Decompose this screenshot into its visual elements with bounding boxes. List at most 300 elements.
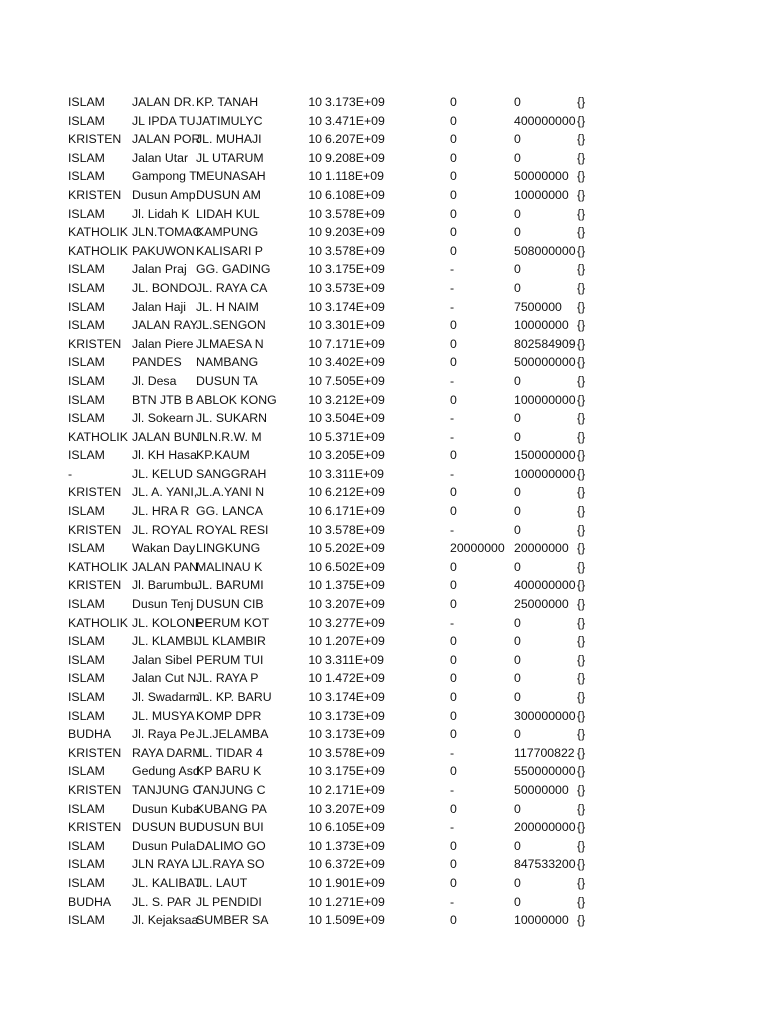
- religion-cell: KRISTEN: [68, 578, 122, 593]
- street-cell: DUSUN CIB: [196, 597, 264, 612]
- table-row: [0, 260, 768, 279]
- code-cell: 10: [308, 448, 322, 463]
- json-cell: {}: [577, 429, 586, 444]
- json-cell: {}: [577, 448, 586, 463]
- value-2-cell: 0: [514, 615, 521, 630]
- code-cell: 10: [308, 857, 322, 872]
- street-cell: KAMPUNG: [196, 225, 259, 240]
- json-cell: {}: [577, 373, 586, 388]
- id-number-cell: 9.203E+09: [325, 225, 385, 240]
- street-cell: LINGKUNG: [196, 541, 261, 556]
- table-row: [0, 223, 768, 242]
- code-cell: 10: [308, 690, 322, 704]
- address-cell: Jl. Kejaksaa: [132, 913, 199, 928]
- address-cell: JL. A. YANI,: [132, 485, 198, 500]
- address-cell: Jl. Sokearn: [132, 411, 194, 426]
- value-1-cell: -: [450, 522, 455, 537]
- value-1-cell: 0: [450, 318, 457, 333]
- json-cell: {}: [577, 875, 586, 890]
- religion-cell: ISLAM: [68, 113, 105, 128]
- table-row: [0, 539, 768, 558]
- value-1-cell: 0: [450, 727, 457, 742]
- code-cell: 10: [308, 262, 322, 277]
- code-cell: 10: [308, 243, 322, 258]
- address-cell: JL IPDA TU: [132, 113, 196, 128]
- street-cell: JL. TIDAR 4: [196, 745, 263, 760]
- id-number-cell: 3.578E+09: [325, 243, 385, 258]
- address-cell: Dusun Tenj: [132, 597, 194, 612]
- religion-cell: ISLAM: [68, 875, 105, 890]
- value-2-cell: 117700822: [514, 745, 575, 760]
- street-cell: JLN.R.W. M: [196, 429, 262, 444]
- table-row: [0, 651, 768, 670]
- id-number-cell: 3.173E+09: [325, 727, 385, 742]
- address-cell: Gedung Asd: [132, 764, 200, 779]
- street-cell: JL. MUHAJI: [196, 132, 262, 147]
- religion-cell: KATHOLIK: [68, 429, 128, 444]
- value-1-cell: -: [450, 745, 455, 760]
- id-number-cell: 3.311E+09: [325, 652, 384, 667]
- religion-cell: KRISTEN: [68, 187, 122, 202]
- value-1-cell: 0: [450, 838, 457, 853]
- table-row: [0, 298, 768, 317]
- id-number-cell: 3.504E+09: [325, 411, 385, 426]
- spreadsheet-table: [0, 93, 768, 930]
- address-cell: JL. KELUD: [132, 466, 193, 481]
- value-1-cell: -: [450, 299, 455, 314]
- street-cell: JL. H NAIM: [196, 299, 259, 314]
- value-1-cell: 0: [450, 875, 457, 890]
- json-cell: {}: [577, 411, 586, 426]
- religion-cell: ISLAM: [68, 355, 105, 370]
- id-number-cell: 6.105E+09: [325, 820, 385, 835]
- value-2-cell: 0: [514, 225, 521, 240]
- json-cell: {}: [577, 392, 586, 407]
- value-1-cell: -: [450, 373, 455, 388]
- code-cell: 10: [308, 875, 322, 890]
- table-row: [0, 893, 768, 912]
- json-cell: {}: [577, 206, 586, 221]
- value-2-cell: 550000000: [514, 764, 576, 779]
- id-number-cell: 6.108E+09: [325, 187, 385, 202]
- id-number-cell: 2.171E+09: [325, 782, 385, 797]
- id-number-cell: 3.174E+09: [325, 690, 385, 704]
- value-1-cell: 0: [450, 652, 457, 667]
- street-cell: KP.KAUM: [196, 448, 250, 463]
- value-2-cell: 150000000: [514, 448, 576, 463]
- table-row: [0, 353, 768, 372]
- id-number-cell: 3.205E+09: [325, 448, 385, 463]
- street-cell: GG. LANCA: [196, 504, 263, 519]
- json-cell: {}: [577, 169, 586, 184]
- address-cell: JL. BONDO: [132, 280, 197, 295]
- json-cell: {}: [577, 522, 586, 537]
- value-2-cell: 0: [514, 727, 521, 742]
- json-cell: {}: [577, 727, 586, 742]
- address-cell: JL. MUSYA: [132, 708, 195, 723]
- value-1-cell: 0: [450, 597, 457, 612]
- religion-cell: ISLAM: [68, 652, 105, 667]
- address-cell: Jalan Sibel: [132, 652, 193, 667]
- json-cell: {}: [577, 280, 586, 295]
- address-cell: Wakan Day: [132, 541, 196, 556]
- value-2-cell: 0: [514, 838, 521, 853]
- table-row: [0, 521, 768, 540]
- value-1-cell: -: [450, 280, 455, 295]
- id-number-cell: 1.271E+09: [325, 894, 385, 909]
- street-cell: DUSUN TA: [196, 373, 258, 388]
- id-number-cell: 1.373E+09: [325, 838, 385, 853]
- street-cell: JL UTARUM: [196, 150, 264, 165]
- table-row: [0, 707, 768, 726]
- religion-cell: BUDHA: [68, 894, 112, 909]
- value-2-cell: 0: [514, 894, 521, 909]
- table-row: [0, 446, 768, 465]
- json-cell: {}: [577, 113, 586, 128]
- value-2-cell: 0: [514, 875, 521, 890]
- value-1-cell: -: [450, 894, 455, 909]
- value-2-cell: 0: [514, 522, 521, 537]
- value-2-cell: 0: [514, 132, 521, 147]
- code-cell: 10: [308, 615, 322, 630]
- code-cell: 10: [308, 95, 322, 109]
- table-row: [0, 576, 768, 595]
- table-row: [0, 149, 768, 168]
- id-number-cell: 3.471E+09: [325, 113, 385, 128]
- id-number-cell: 3.311E+09: [325, 466, 384, 481]
- street-cell: KALISARI P: [196, 243, 263, 258]
- id-number-cell: 3.402E+09: [325, 355, 385, 370]
- religion-cell: ISLAM: [68, 838, 105, 853]
- value-2-cell: 0: [514, 634, 521, 649]
- value-2-cell: 20000000: [514, 541, 569, 556]
- address-cell: Jalan Praj: [132, 262, 187, 277]
- table-row: [0, 688, 768, 707]
- value-2-cell: 0: [514, 671, 521, 686]
- value-2-cell: 0: [514, 95, 521, 109]
- value-1-cell: -: [450, 615, 455, 630]
- value-2-cell: 0: [514, 485, 521, 500]
- value-2-cell: 25000000: [514, 597, 569, 612]
- value-1-cell: -: [450, 411, 455, 426]
- street-cell: SANGGRAH: [196, 466, 267, 481]
- address-cell: Jl. KH Hasa: [132, 448, 197, 463]
- religion-cell: ISLAM: [68, 708, 105, 723]
- religion-cell: KRISTEN: [68, 336, 122, 351]
- street-cell: SUMBER SA: [196, 913, 269, 928]
- table-row: [0, 205, 768, 224]
- address-cell: JL. KLAMBI: [132, 634, 197, 649]
- json-cell: {}: [577, 782, 586, 797]
- religion-cell: ISLAM: [68, 373, 105, 388]
- code-cell: 10: [308, 355, 322, 370]
- table-row: [0, 242, 768, 261]
- json-cell: {}: [577, 838, 586, 853]
- code-cell: 10: [308, 429, 322, 444]
- street-cell: JL. RAYA CA: [196, 280, 268, 295]
- code-cell: 10: [308, 132, 322, 147]
- street-cell: JL KLAMBIR: [196, 634, 266, 649]
- address-cell: Dusun Amp: [132, 187, 196, 202]
- code-cell: 10: [308, 411, 322, 426]
- religion-cell: ISLAM: [68, 634, 105, 649]
- street-cell: MEUNASAH: [196, 169, 266, 184]
- street-cell: PERUM TUI: [196, 652, 264, 667]
- street-cell: KP. TANAH: [196, 95, 259, 109]
- code-cell: 10: [308, 764, 322, 779]
- code-cell: 10: [308, 466, 322, 481]
- street-cell: LIDAH KUL: [196, 206, 260, 221]
- street-cell: JATIMULYC: [196, 113, 263, 128]
- value-1-cell: -: [450, 262, 455, 277]
- id-number-cell: 3.578E+09: [325, 206, 385, 221]
- id-number-cell: 6.372E+09: [325, 857, 385, 872]
- json-cell: {}: [577, 597, 586, 612]
- value-2-cell: 0: [514, 262, 521, 277]
- id-number-cell: 3.212E+09: [325, 392, 385, 407]
- code-cell: 10: [308, 820, 322, 835]
- religion-cell: KRISTEN: [68, 132, 122, 147]
- id-number-cell: 6.212E+09: [325, 485, 385, 500]
- table-row: [0, 669, 768, 688]
- religion-cell: KRISTEN: [68, 522, 122, 537]
- value-1-cell: 0: [450, 690, 457, 704]
- json-cell: {}: [577, 299, 586, 314]
- street-cell: JL. LAUT: [196, 875, 248, 890]
- value-1-cell: 0: [450, 504, 457, 519]
- id-number-cell: 5.202E+09: [325, 541, 385, 556]
- json-cell: {}: [577, 745, 586, 760]
- value-2-cell: 300000000: [514, 708, 576, 723]
- code-cell: 10: [308, 597, 322, 612]
- json-cell: {}: [577, 150, 586, 165]
- id-number-cell: 1.472E+09: [325, 671, 385, 686]
- json-cell: {}: [577, 559, 586, 574]
- address-cell: Gampong T: [132, 169, 197, 184]
- id-number-cell: 3.173E+09: [325, 95, 385, 109]
- id-number-cell: 3.207E+09: [325, 801, 385, 816]
- id-number-cell: 3.174E+09: [325, 299, 385, 314]
- religion-cell: ISLAM: [68, 169, 105, 184]
- religion-cell: ISLAM: [68, 448, 105, 463]
- id-number-cell: 6.207E+09: [325, 132, 385, 147]
- code-cell: 10: [308, 634, 322, 649]
- code-cell: 10: [308, 782, 322, 797]
- table-row: [0, 93, 768, 112]
- id-number-cell: 3.578E+09: [325, 745, 385, 760]
- table-row: [0, 186, 768, 205]
- table-row: [0, 614, 768, 633]
- table-row: [0, 465, 768, 484]
- json-cell: {}: [577, 801, 586, 816]
- value-2-cell: 7500000: [514, 299, 562, 314]
- religion-cell: ISLAM: [68, 801, 105, 816]
- value-2-cell: 0: [514, 411, 521, 426]
- json-cell: {}: [577, 820, 586, 835]
- value-2-cell: 200000000: [514, 820, 576, 835]
- address-cell: BTN JTB B: [132, 392, 194, 407]
- json-cell: {}: [577, 466, 586, 481]
- id-number-cell: 3.173E+09: [325, 708, 385, 723]
- address-cell: Jl. Lidah K: [132, 206, 190, 221]
- address-cell: JLN RAYA L: [132, 857, 199, 872]
- json-cell: {}: [577, 578, 586, 593]
- street-cell: TANJUNG C: [196, 782, 266, 797]
- code-cell: 10: [308, 522, 322, 537]
- json-cell: {}: [577, 634, 586, 649]
- table-row: [0, 409, 768, 428]
- value-2-cell: 0: [514, 504, 521, 519]
- value-2-cell: 100000000: [514, 392, 576, 407]
- street-cell: KUBANG PA: [196, 801, 267, 816]
- religion-cell: ISLAM: [68, 206, 105, 221]
- value-2-cell: 0: [514, 280, 521, 295]
- value-2-cell: 847533200: [514, 857, 576, 872]
- id-number-cell: 3.301E+09: [325, 318, 385, 333]
- address-cell: Jalan Utar: [132, 150, 189, 165]
- value-1-cell: -: [450, 820, 455, 835]
- table-row: [0, 762, 768, 781]
- address-cell: JL. KALIBAT: [132, 875, 202, 890]
- religion-cell: ISLAM: [68, 318, 105, 333]
- id-number-cell: 3.207E+09: [325, 597, 385, 612]
- id-number-cell: 7.505E+09: [325, 373, 385, 388]
- table-row: [0, 167, 768, 186]
- id-number-cell: 6.171E+09: [325, 504, 385, 519]
- religion-cell: ISLAM: [68, 857, 105, 872]
- value-1-cell: 0: [450, 113, 457, 128]
- table-row: [0, 316, 768, 335]
- religion-cell: BUDHA: [68, 727, 112, 742]
- religion-cell: ISLAM: [68, 504, 105, 519]
- value-1-cell: 0: [450, 243, 457, 258]
- code-cell: 10: [308, 206, 322, 221]
- religion-cell: ISLAM: [68, 262, 105, 277]
- json-cell: {}: [577, 764, 586, 779]
- id-number-cell: 1.509E+09: [325, 913, 385, 928]
- value-1-cell: 0: [450, 708, 457, 723]
- religion-cell: KATHOLIK: [68, 615, 128, 630]
- street-cell: JL.RAYA SO: [196, 857, 265, 872]
- code-cell: 10: [308, 652, 322, 667]
- code-cell: 10: [308, 745, 322, 760]
- address-cell: JALAN PAN: [132, 559, 199, 574]
- id-number-cell: 7.171E+09: [325, 336, 385, 351]
- json-cell: {}: [577, 615, 586, 630]
- table-row: [0, 911, 768, 930]
- religion-cell: ISLAM: [68, 280, 105, 295]
- religion-cell: ISLAM: [68, 541, 105, 556]
- table-row: [0, 595, 768, 614]
- address-cell: Jalan Piere: [132, 336, 194, 351]
- religion-cell: ISLAM: [68, 764, 105, 779]
- street-cell: DUSUN BUI: [196, 820, 264, 835]
- street-cell: PERUM KOT: [196, 615, 270, 630]
- value-1-cell: 0: [450, 578, 457, 593]
- religion-cell: ISLAM: [68, 913, 105, 928]
- json-cell: {}: [577, 318, 586, 333]
- json-cell: {}: [577, 857, 586, 872]
- id-number-cell: 5.371E+09: [325, 429, 385, 444]
- address-cell: JALAN POR: [132, 132, 201, 147]
- value-1-cell: 0: [450, 448, 457, 463]
- table-row: [0, 855, 768, 874]
- id-number-cell: 6.502E+09: [325, 559, 385, 574]
- json-cell: {}: [577, 894, 586, 909]
- value-1-cell: 0: [450, 355, 457, 370]
- code-cell: 10: [308, 280, 322, 295]
- id-number-cell: 1.901E+09: [325, 875, 385, 890]
- value-1-cell: 0: [450, 336, 457, 351]
- religion-cell: ISLAM: [68, 299, 105, 314]
- value-2-cell: 10000000: [514, 318, 569, 333]
- value-1-cell: -: [450, 429, 455, 444]
- table-row: [0, 502, 768, 521]
- value-1-cell: 20000000: [450, 541, 505, 556]
- code-cell: 10: [308, 299, 322, 314]
- value-2-cell: 802584909: [514, 336, 576, 351]
- table-row: [0, 391, 768, 410]
- value-1-cell: 0: [450, 132, 457, 147]
- id-number-cell: 3.175E+09: [325, 764, 385, 779]
- value-2-cell: 0: [514, 801, 521, 816]
- religion-cell: ISLAM: [68, 411, 105, 426]
- value-1-cell: 0: [450, 485, 457, 500]
- street-cell: ABLOK KONG: [196, 392, 277, 407]
- street-cell: JL PENDIDI: [196, 894, 262, 909]
- religion-cell: KATHOLIK: [68, 243, 128, 258]
- value-1-cell: 0: [450, 634, 457, 649]
- table-row: [0, 130, 768, 149]
- address-cell: Jl. Swadarm: [132, 690, 200, 704]
- code-cell: 10: [308, 913, 322, 928]
- json-cell: {}: [577, 504, 586, 519]
- code-cell: 10: [308, 113, 322, 128]
- table-row: [0, 112, 768, 131]
- address-cell: Jl. Barumbu: [132, 578, 198, 593]
- religion-cell: KRISTEN: [68, 745, 122, 760]
- street-cell: NAMBANG: [196, 355, 259, 370]
- table-row: [0, 725, 768, 744]
- table-row: [0, 837, 768, 856]
- value-2-cell: 400000000: [514, 578, 576, 593]
- id-number-cell: 1.118E+09: [325, 169, 384, 184]
- json-cell: {}: [577, 132, 586, 147]
- address-cell: Jalan Haji: [132, 299, 186, 314]
- street-cell: ROYAL RESI: [196, 522, 269, 537]
- json-cell: {}: [577, 671, 586, 686]
- address-cell: JL. KOLONE: [132, 615, 204, 630]
- religion-cell: KRISTEN: [68, 485, 122, 500]
- street-cell: JL.SENGON: [196, 318, 266, 333]
- value-2-cell: 0: [514, 559, 521, 574]
- value-1-cell: 0: [450, 801, 457, 816]
- value-2-cell: 10000000: [514, 913, 569, 928]
- json-cell: {}: [577, 336, 586, 351]
- code-cell: 10: [308, 318, 322, 333]
- json-cell: {}: [577, 187, 586, 202]
- address-cell: JALAN BUN: [132, 429, 200, 444]
- street-cell: JL.A.YANI N: [196, 485, 265, 500]
- street-cell: GG. GADING: [196, 262, 271, 277]
- address-cell: Jl. Desa: [132, 373, 177, 388]
- street-cell: JL. KP. BARU: [196, 690, 272, 704]
- address-cell: Dusun Kuba: [132, 801, 200, 816]
- code-cell: 10: [308, 187, 322, 202]
- code-cell: 10: [308, 838, 322, 853]
- table-row: [0, 632, 768, 651]
- code-cell: 10: [308, 485, 322, 500]
